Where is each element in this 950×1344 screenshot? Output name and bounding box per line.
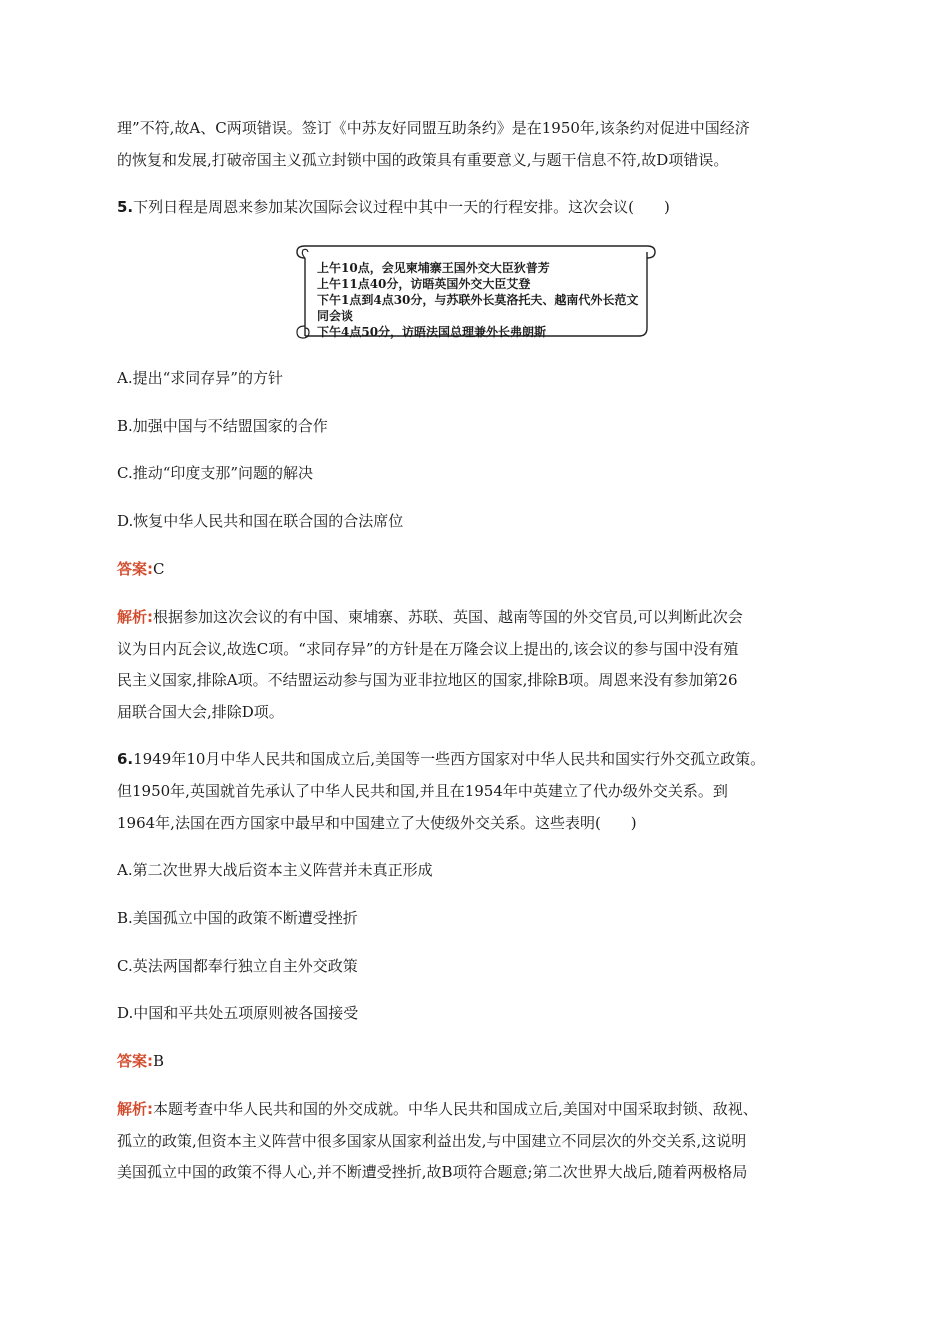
schedule-line: 下午4点50分，访晤法国总理兼外长弗朗斯 bbox=[317, 325, 547, 339]
schedule-line: 同会谈 bbox=[317, 309, 354, 323]
analysis-line: 孤立的政策,但资本主义阵营中很多国家从国家利益出发,与中国建立不同层次的外交关系,这说明 bbox=[117, 1132, 747, 1150]
option-b: B.美国孤立中国的政策不断遭受挫折 bbox=[117, 909, 358, 927]
answer-label: 答案: bbox=[117, 560, 153, 578]
analysis-text: 本题考查中华人民共和国的外交成就。中华人民共和国成立后,美国对中国采取封锁、敌视、 bbox=[153, 1100, 758, 1118]
question-text: 1949年10月中华人民共和国成立后,美国等一些西方国家对中华人民共和国实行外交孤立政策。 bbox=[133, 750, 766, 768]
schedule-line: 上午10点，会见柬埔寨王国外交大臣狄普芳 bbox=[317, 261, 550, 275]
schedule-text bbox=[317, 260, 638, 340]
analysis-line bbox=[117, 1099, 758, 1119]
option-c: C.推动“印度支那”问题的解决 bbox=[117, 464, 314, 482]
question-number: 5. bbox=[117, 198, 134, 216]
analysis-line: 美国孤立中国的政策不得人心,并不断遭受挫折,故B项符合题意;第二次世界大战后,随着两极格局 bbox=[117, 1163, 748, 1181]
answer-label: 答案: bbox=[117, 1052, 153, 1070]
option-b: B.加强中国与不结盟国家的合作 bbox=[117, 417, 328, 435]
schedule-scroll-figure bbox=[295, 238, 657, 344]
analysis-label: 解析: bbox=[117, 1100, 153, 1118]
question-text: 下列日程是周恩来参加某次国际会议过程中其中一天的行程安排。这次会议( ) bbox=[133, 198, 670, 216]
schedule-line: 上午11点40分，访晤英国外交大臣艾登 bbox=[317, 277, 531, 291]
option-d: D.中国和平共处五项原则被各国接受 bbox=[117, 1004, 359, 1022]
answer-row bbox=[117, 1051, 164, 1071]
option-d: D.恢复中华人民共和国在联合国的合法席位 bbox=[117, 512, 404, 530]
answer-value: C bbox=[153, 560, 165, 578]
schedule-line: 下午1点到4点30分，与苏联外长莫洛托夫、越南代外长范文 bbox=[317, 293, 639, 307]
option-a: A.提出“求同存异”的方针 bbox=[117, 369, 283, 387]
question-text-line: 1964年,法国在西方国家中最早和中国建立了大使级外交关系。这些表明( ) bbox=[117, 814, 637, 832]
analysis-line: 议为日内瓦会议,故选C项。“求同存异”的方针是在万隆会议上提出的,该会议的参与国中没有殖 bbox=[117, 640, 739, 658]
answer-row bbox=[117, 559, 164, 579]
question-5-stem bbox=[117, 197, 670, 217]
answer-value: B bbox=[153, 1052, 165, 1070]
question-number: 6. bbox=[117, 750, 134, 768]
analysis-line bbox=[117, 607, 743, 627]
option-a: A.第二次世界大战后资本主义阵营并未真正形成 bbox=[117, 861, 433, 879]
question-text-line: 但1950年,英国就首先承认了中华人民共和国,并且在1954年中英建立了代办级外交关系。到 bbox=[117, 782, 728, 800]
question-6-stem bbox=[117, 749, 765, 769]
analysis-line: 届联合国大会,排除D项。 bbox=[117, 703, 284, 721]
text-line: 理”不符,故A、C两项错误。签订《中苏友好同盟互助条约》是在1950年,该条约对促进中国经济 bbox=[117, 119, 750, 137]
text-line: 的恢复和发展,打破帝国主义孤立封锁中国的政策具有重要意义,与题干信息不符,故D项错误。 bbox=[117, 151, 729, 169]
option-c: C.英法两国都奉行独立自主外交政策 bbox=[117, 957, 358, 975]
analysis-text: 根据参加这次会议的有中国、柬埔寨、苏联、英国、越南等国的外交官员,可以判断此次会 bbox=[153, 608, 743, 626]
analysis-line: 民主义国家,排除A项。不结盟运动参与国为亚非拉地区的国家,排除B项。周恩来没有参加第26 bbox=[117, 671, 738, 689]
analysis-label: 解析: bbox=[117, 608, 153, 626]
